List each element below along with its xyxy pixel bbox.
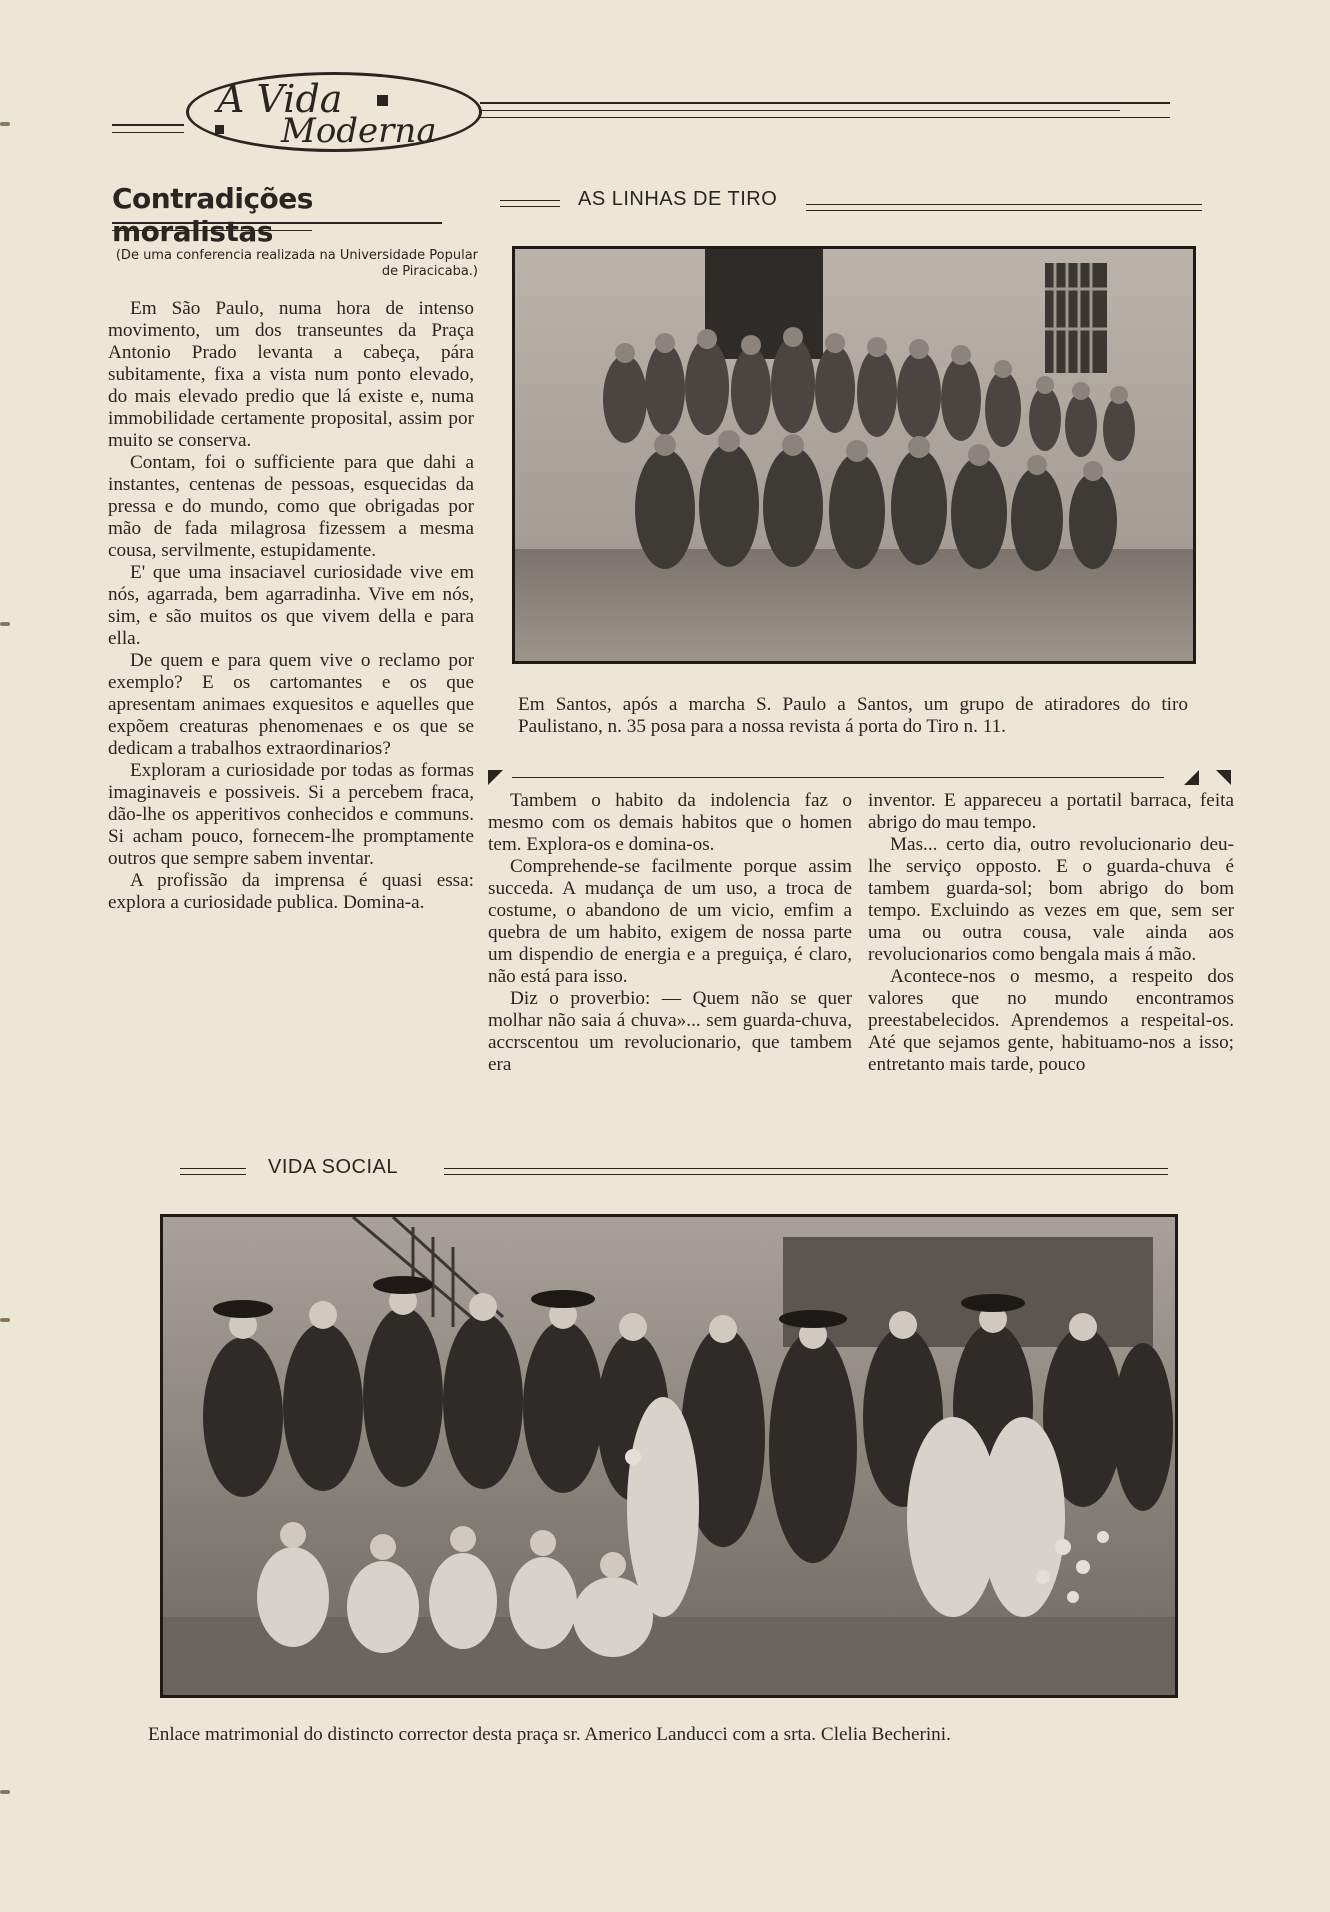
masthead-rule [480, 102, 1170, 104]
section-heading-tiro: AS LINHAS DE TIRO [578, 188, 778, 210]
paragraph: Mas... certo dia, outro revolucionario deu-lhe serviço opposto. E o guarda-chuva é tambem guarda-sol; bom abrigo do bom tempo. Excluindo as vezes em que, sem ser uma ou outra cousa, vale ainda aos revolucionarios como bengala mais á mão. [868, 834, 1234, 965]
masthead-logo [186, 72, 482, 152]
section-rule [444, 1174, 1168, 1175]
section-rule [180, 1174, 246, 1175]
photo-wedding-group [160, 1214, 1178, 1698]
logo-line2: Moderna [281, 111, 437, 151]
caption-wedding: Enlace matrimonial do distincto corrector desta praça sr. Americo Landucci com a srta. Clelia Becherini. [148, 1724, 951, 1745]
corner-ornament-icon [1184, 770, 1199, 785]
article-subtitle: (De uma conferencia realizada na Universidade Popular de Piracicaba.) [115, 248, 478, 279]
paragraph: E' que uma insaciavel curiosidade vive em nós, agarrada, bem agarradinha. Vive em nós, sim, e são muitos os que vivem della e para ella. [108, 562, 474, 649]
paragraph: Contam, foi o sufficiente para que dahi a instantes, centenas de pessoas, esquecidas da pressa e do mundo, como que obrigadas por mão de fada milagrosa fizessem a mesma cousa, servilmente, estupidamente. [108, 452, 474, 561]
paragraph: Em São Paulo, numa hora de intenso movimento, um dos transeuntes da Praça Antonio Prado levanta a cabeça, pára subitamente, fixa a vista num ponto elevado, do mais elevado predio que lá existe e, numa immobilidade certamente proposital, assim por muito se conserva. [108, 298, 474, 451]
logo-line1: A Vida [217, 77, 343, 121]
binding-mark [0, 1790, 10, 1794]
logo-square-ornament [377, 95, 388, 106]
photo-tiro-group [512, 246, 1196, 664]
masthead-rule [112, 132, 184, 133]
masthead-rule [112, 124, 184, 126]
logo-square-ornament [215, 125, 224, 134]
section-rule [806, 210, 1202, 211]
title-underline [112, 222, 442, 224]
binding-mark [0, 1318, 10, 1322]
paragraph: Exploram a curiosidade por todas as formas imaginaveis e possiveis. Si a percebem fraca, dão-lhe os apperitivos conhecidos e communs. Si acham pouco, fornecem-lhe promptamente outros que sempre sabem inventar. [108, 760, 474, 869]
paragraph: Diz o proverbio: — Quem não se quer molhar não saia á chuva»... sem guarda-chuva, accrscentou um revolucionario, que tambem era [488, 988, 852, 1075]
photo-tiro-illustration [515, 249, 1193, 661]
paragraph: A profissão da imprensa é quasi essa: explora a curiosidade publica. Domina-a. [108, 870, 474, 913]
paragraph: De quem e para quem vive o reclamo por exemplo? E os cartomantes e os que apresentam animaes exquesitos e aquelles que expõem creaturas phenomenaes e os que se dedicam a trabalhos extraordinarios? [108, 650, 474, 759]
paragraph: Tambem o habito da indolencia faz o mesmo com os demais habitos que o homen tem. Explora-os e domina-os. [488, 790, 852, 855]
title-underline [112, 230, 312, 231]
photo-wedding-illustration [163, 1217, 1175, 1695]
article-column-right [868, 790, 1234, 1076]
masthead-rule [480, 110, 1120, 111]
section-rule [806, 204, 1202, 205]
caption-tiro: Em Santos, após a marcha S. Paulo a Santos, um grupo de atiradores do tiro Paulistano, n. 35 posa para a nossa revista á porta do Tiro n. 11. [518, 694, 1188, 737]
section-rule [180, 1168, 246, 1169]
section-heading-social: VIDA SOCIAL [268, 1156, 398, 1178]
section-rule [500, 206, 560, 207]
article-column-left [108, 298, 474, 914]
binding-mark [0, 622, 10, 626]
article-column-middle [488, 790, 852, 1076]
article-title: Contradições moralistas [112, 182, 313, 248]
paragraph: Acontece-nos o mesmo, a respeito dos valores que no mundo encontramos preestabelecidos. Aprendemos a respeital-os. Até que sejamos gente, habituamo-nos a isso; entretanto mais tarde, pouco [868, 966, 1234, 1075]
corner-ornament-icon [488, 770, 503, 785]
section-rule [500, 200, 560, 201]
paragraph: Comprehende-se facilmente porque assim succeda. A mudança de um uso, a troca de costume, o abandono de um vicio, emfim a quebra de um habito, exigem de nossa parte um dispendio de energia e a preguiça, é claro, não está para isso. [488, 856, 852, 987]
corner-ornament-icon [1216, 770, 1231, 785]
section-rule [444, 1168, 1168, 1169]
binding-mark [0, 122, 10, 126]
masthead-rule [480, 117, 1170, 118]
ornament-rule [512, 777, 1164, 778]
paragraph: inventor. E appareceu a portatil barraca, feita abrigo do mau tempo. [868, 790, 1234, 833]
